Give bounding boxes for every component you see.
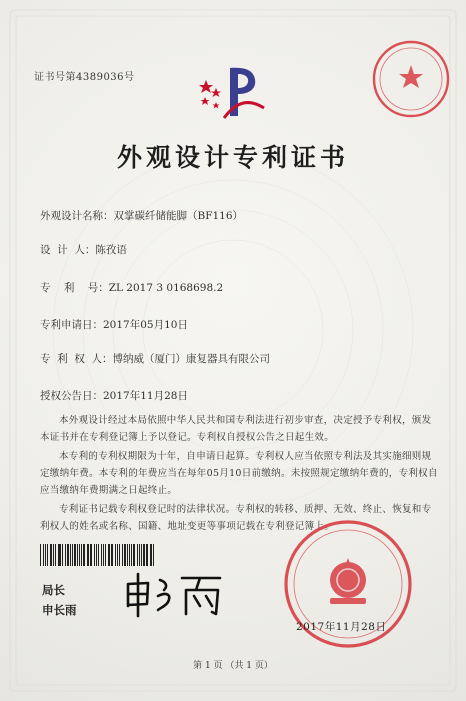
barcode-bar <box>146 544 147 566</box>
barcode-bar <box>119 544 120 566</box>
paragraph-term: 本专利的专利权期限为十年，自申请日起算。专利权人应当依照专利法及其实施细则规定缴纳年费。本专利的年费应当在每年05月10日前缴纳。未按照规定缴纳年费的，专利权自应当缴纳年费期满之日起终止。 <box>40 451 438 496</box>
barcode-bar <box>45 544 46 566</box>
patentee-field <box>40 351 270 366</box>
patent-number-label: 专 利 号： <box>40 282 109 294</box>
sipo-logo-icon <box>194 58 270 124</box>
barcode-bar <box>105 544 106 566</box>
barcode-bar <box>108 544 110 566</box>
barcode-bar <box>50 544 52 566</box>
barcode-bar <box>101 544 102 566</box>
signature-icon <box>120 570 230 620</box>
stamp-date: 2017年11月28日 <box>296 621 387 633</box>
barcode-bar <box>43 544 44 566</box>
barcode-bar <box>74 544 75 566</box>
paragraph-legal-status: 专利证书记载专利权登记时的法律状况。专利权的转移、质押、无效、终止、恢复和专利权人的姓名或名称、国籍、地址变更等事项记载在专利登记簿上。 <box>40 504 432 532</box>
barcode-bar <box>124 544 125 566</box>
barcode-bar <box>115 544 116 566</box>
design-name-field <box>40 208 243 223</box>
filing-date-field <box>40 317 188 332</box>
grant-date-field <box>40 388 188 403</box>
barcode-bar <box>98 544 99 566</box>
barcode-bar <box>103 544 104 566</box>
patentee-label: 专 利 权 人： <box>40 353 113 365</box>
barcode-bar <box>62 544 63 566</box>
barcode-bar <box>127 544 128 566</box>
barcode-bar <box>79 544 80 566</box>
barcode-bar <box>67 544 69 566</box>
patent-number-field <box>40 280 223 295</box>
barcode-bar <box>141 544 142 566</box>
barcode-bar <box>122 544 123 566</box>
barcode-bar <box>55 544 56 566</box>
barcode-bar <box>83 544 84 566</box>
barcode <box>40 544 154 566</box>
barcode-bar <box>147 544 148 566</box>
designer-value: 陈孜语 <box>95 244 127 256</box>
office-stamp-icon <box>370 38 452 120</box>
barcode-bar <box>112 544 113 566</box>
barcode-bar <box>90 544 92 566</box>
barcode-bar <box>53 544 54 566</box>
barcode-bar <box>87 544 88 566</box>
barcode-bar <box>143 544 144 566</box>
design-name-label: 外观设计名称： <box>40 210 114 222</box>
barcode-bar <box>131 544 132 566</box>
barcode-bar <box>139 544 140 566</box>
designer-label: 设 计 人： <box>40 244 96 256</box>
barcode-bar <box>153 544 154 566</box>
paragraph-grant: 本外观设计经过本局依照中华人民共和国专利法进行初步审查，决定授予专利权，颁发本证书并在专利登记簿上予以登记。专利权自授权公告之日起生效。 <box>40 415 432 443</box>
barcode-bar <box>70 544 71 566</box>
barcode-bar <box>77 544 78 566</box>
barcode-bar <box>96 544 97 566</box>
barcode-bar <box>150 544 151 566</box>
certificate-number: 证书号第4389036号 <box>34 72 135 83</box>
barcode-bar <box>137 544 138 566</box>
barcode-bar <box>72 544 73 566</box>
barcode-bar <box>59 544 60 566</box>
barcode-bar <box>81 544 82 566</box>
barcode-bar <box>133 544 135 566</box>
grant-date-label: 授权公告日： <box>40 390 103 402</box>
barcode-bar <box>65 544 66 566</box>
patent-number-value: ZL 2017 3 0168698.2 <box>108 282 224 294</box>
barcode-bar <box>58 544 59 566</box>
page-title: 外观设计专利证书 <box>116 143 349 172</box>
barcode-bar <box>47 544 48 566</box>
grant-date-value: 2017年11月28日 <box>103 390 188 402</box>
designer-field <box>40 242 127 257</box>
barcode-bar <box>88 544 89 566</box>
page-footer: 第 1 页 （共 1 页） <box>193 661 273 671</box>
barcode-bar <box>40 544 41 566</box>
barcode-bar <box>94 544 95 566</box>
patentee-value: 博纳威（厦门）康复器具有限公司 <box>112 353 271 365</box>
filing-date-label: 专利申请日： <box>40 319 103 331</box>
filing-date-value: 2017年05月10日 <box>103 319 188 331</box>
design-name-value: 双掌碳纤储能脚（BF116） <box>113 210 244 222</box>
barcode-bar <box>129 544 130 566</box>
barcode-bar <box>117 544 118 566</box>
barcode-bar <box>111 544 112 566</box>
director-name: 申长雨 <box>42 603 77 617</box>
director-title: 局长 <box>42 583 65 597</box>
